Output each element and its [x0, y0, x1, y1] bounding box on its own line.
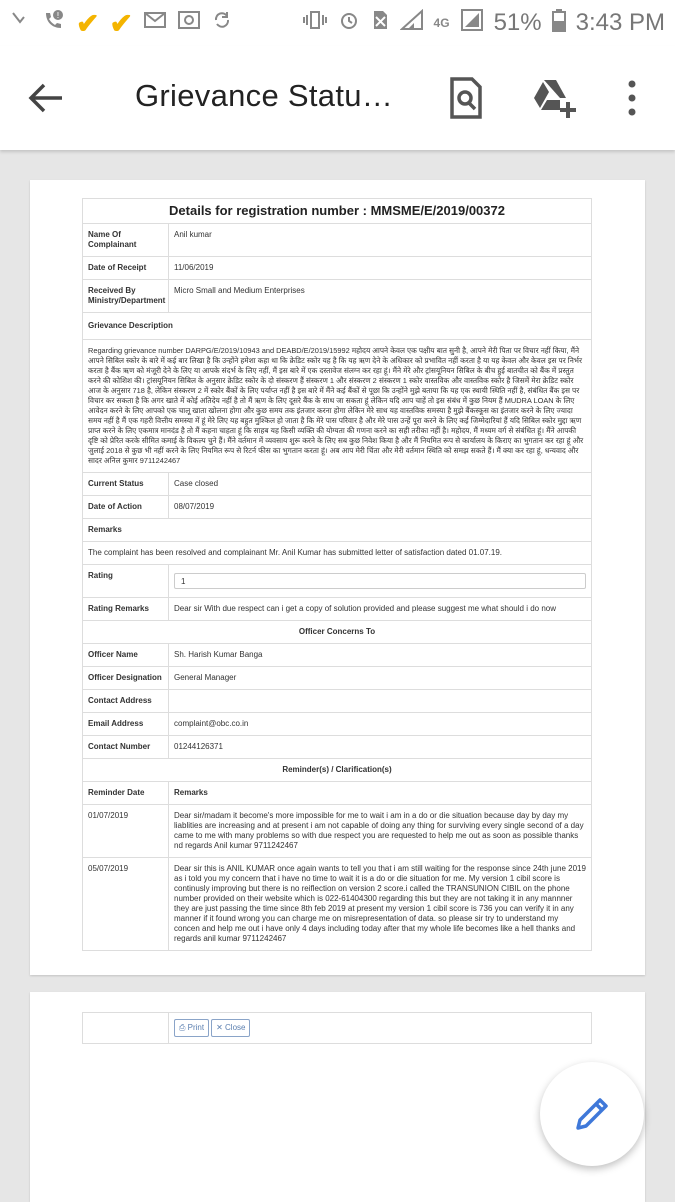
- edit-fab-button[interactable]: [540, 1062, 644, 1166]
- rating-cell: [169, 565, 592, 598]
- ministry-label: Received By Ministry/Department: [83, 280, 169, 313]
- receipt-value: 11/06/2019: [169, 257, 592, 280]
- page-title: Grievance Statu…: [135, 78, 394, 113]
- action-date-value: 08/07/2019: [169, 496, 592, 519]
- email-value: complaint@obc.co.in: [169, 713, 592, 736]
- rating-label: Rating: [83, 565, 169, 598]
- no-sim-icon: [370, 9, 390, 37]
- edit-pencil-icon: [574, 1096, 610, 1132]
- reminder-text: Dear sir this is ANIL KUMAR once again wants to tell you that i am still waiting for the response since 24th june 2019 as i told you my concern that i have no time to wait it is a do or die situation for me. My version 1 cibil score is continusly improving but there is no reiflection on version 2 score.i called the TRANSUNION CIBIL on the phone number provided on their website which is 022-61404300 regarding this but they are not taking it in any mannner they are just passing the time since 8th feb 2019 at present my version 1 cibil score is 736 you can verify it in any manner if it found wrong you can charge me on misrepresentation of data. so please sir try to understand my concen and help me out i have only 4 days including today after that my whole life becomes like a hell thanks and regards anil kumar 9711242467: [169, 858, 592, 951]
- check-icon: ✔: [109, 7, 133, 39]
- reminder-text: Dear sir/madam it become's more impossible for me to wait i am in a do or die situation because day by day my liablities are increasing and at present i am not capable of doing any thing for surviving every single second of a day came to me with many problems so with due respect you are requested to help me out as soon as possible thanks nd regards Anil kumar 9711242467: [169, 805, 592, 858]
- battery-percent: 51%: [493, 9, 542, 36]
- officer-section-heading: Officer Concerns To: [83, 621, 592, 644]
- find-in-page-icon[interactable]: [446, 76, 486, 120]
- description-label: Grievance Description: [83, 313, 592, 340]
- battery-icon: [552, 8, 566, 38]
- contact-address-value: [169, 690, 592, 713]
- vibrate-icon: [302, 9, 328, 37]
- close-button[interactable]: [211, 1019, 250, 1037]
- status-value: Case closed: [169, 473, 592, 496]
- remarks-label: Remarks: [83, 519, 592, 542]
- officer-name-value: Sh. Harish Kumar Banga: [169, 644, 592, 667]
- complainant-value: Anil kumar: [169, 224, 592, 257]
- grievance-description: Regarding grievance number DARPG/E/2019/10943 and DEABD/E/2019/15992 महोदय आपने केवल एक पक्षीय बात सुनी है, आपने मेरी पिता पर विचार नहीं किया, मैंने आपने सिबिल स्कोर के बारे में कई बार लिखा है कि उन्होंने हमेशा कहा था कि क्रेडिट स्कोर यह है कि यह ऋण देने के अधिकार को प्रभावित नहीं करता है या यह केवल और केवल इस पर निर्भर करता है बैंक ऋण को मंजूरी देने के लिए या आपके संदर्भ के लिए नहीं, मैं इस बारे में एक दस्तावेज संलग्न कर रहा हूं। मैंने मेरे और ट्रांसयूनियन सिबिल के बीच हुई बातचीत को बैंक में प्रस्तुत करने की कोशिश की। ट्रांसयूनियन सिबिल के अनुसार क्रेडिट स्कोर के दो संस्करण हैं संस्करण 1 और संस्करण 2 संस्करण 1 स्कोर वास्तविक और वास्तविक स्कोर है जिसमें मेरा क्रेडिट स्कोर आज के अनुसार 718 है, लेकिन संस्करण 2 में स्कोर बैंकों के लिए पर्याप्त नहीं है इस बारे में मैंने कई बैंकों से पूछा कि उन्होंने मुझे बताया कि यह एक स्थायी स्थिति नहीं है, संबंधित बैंक इस पर विचार कर सकता है कि अगर खाते में कोई अतिदेय नहीं है तो मैं ऋण के लिए दूसरे बैंक के साथ जा सकता हूं लेकिन यदि आप चाहें तो इस संबंध में कुछ नियम हैं MUDRA LOAN के लिए आवेदन करने के लिए आपको एक चालू खाता खोलना होगा और कुछ समय तक इंतजार करना होगा लेकिन मेरे साथ यह वास्तविक समस्या है मुझे बैंकस्कूस का इंतजार करने के लिए ज्यादा समय नहीं है मैं एक गहरी वित्तीय समस्या में हूं मेरे लिए यह बहुत मुश्किल हो जाता है कि मेरे पास परिवार है और मेरे पास उन्हें पूरा करने के लिए कई जिम्मेदारियां हैं यदि सिबिल स्कोर मुद्दा ऋण प्राप्त करने के लिए एकमात्र मानदंड है तो मैं कहना चाहता हूं कि साहब यह किसी व्यक्ति की योग्यता की गणना करने का सही तरीका नहीं है। महोदय, मैं मध्यम वर्ग से संबंधित हूं। मैंने आपकी दृष्टि को प्रेरित करके सीमित कमाई के विकल्प चुने हैं। मैंने वर्तमान में व्यवसाय शुरू करने के लिए सब कुछ निवेश किया है और मैं नियमित रूप से कार्यालय के किराए का भुगतान कर रहा हूं और जुलाई 2018 से कुछ भी नहीं करने के लिए नियमित रूप से रिटर्न फीस का भुगतान करता हूं। अब आप मेरी चिंता और मेरी वर्तमान स्थिति को समझ सकते हैं। मैं क्या कर रहा हूं, धन्यवाद और सादर अनिल कुमार 9711242467: [83, 340, 592, 473]
- actions-cell: [169, 1013, 592, 1044]
- officer-designation-value: General Manager: [169, 667, 592, 690]
- print-icon: ⎙: [179, 1023, 186, 1032]
- back-arrow-icon[interactable]: [24, 76, 68, 120]
- details-table: [82, 198, 592, 951]
- mail-icon: [143, 10, 167, 36]
- close-label: Close: [225, 1023, 246, 1032]
- rating-remarks-label: Rating Remarks: [83, 598, 169, 621]
- ministry-value: Micro Small and Medium Enterprises: [169, 280, 592, 313]
- contact-number-label: Contact Number: [83, 736, 169, 759]
- contact-address-label: Contact Address: [83, 690, 169, 713]
- details-heading: Details for registration number : MMSME/E/2019/00372: [83, 199, 592, 224]
- action-date-label: Date of Action: [83, 496, 169, 519]
- remarks-value: The complaint has been resolved and complainant Mr. Anil Kumar has submitted letter of satisfaction dated 01.07.19.: [83, 542, 592, 565]
- close-icon: ✕: [216, 1023, 223, 1032]
- check-icon: ✔: [76, 7, 100, 39]
- drive-add-icon[interactable]: [530, 76, 578, 120]
- status-bar: [0, 0, 675, 46]
- email-at-icon: [177, 9, 201, 37]
- reminder-row: [83, 805, 592, 858]
- missed-call-icon: [10, 9, 32, 37]
- print-label: Print: [187, 1023, 205, 1032]
- rating-remarks-value: Dear sir With due respect can i get a copy of solution provided and please suggest me what should i do now: [169, 598, 592, 621]
- alarm-icon: [338, 9, 360, 37]
- reminder-date-header: Reminder Date: [83, 782, 169, 805]
- document-page: [30, 180, 645, 975]
- network-4g-icon: 4G: [433, 16, 450, 30]
- empty-cell: [83, 1013, 169, 1044]
- reminder-remarks-header: Remarks: [169, 782, 592, 805]
- officer-designation-label: Officer Designation: [83, 667, 169, 690]
- officer-name-label: Officer Name: [83, 644, 169, 667]
- complainant-label: Name Of Complainant: [83, 224, 169, 257]
- reminder-date: 01/07/2019: [83, 805, 169, 858]
- sync-icon: [211, 9, 233, 37]
- reminder-row: [83, 858, 592, 951]
- signal-strength-icon: [460, 8, 484, 38]
- call-alert-icon: [42, 8, 66, 38]
- svg-text:!: !: [56, 11, 60, 20]
- print-button[interactable]: [174, 1019, 209, 1037]
- contact-number-value: 01244126371: [169, 736, 592, 759]
- email-label: Email Address: [83, 713, 169, 736]
- more-vert-icon[interactable]: [620, 76, 644, 120]
- receipt-label: Date of Receipt: [83, 257, 169, 280]
- app-bar: [0, 46, 675, 150]
- reminder-section-heading: Reminder(s) / Clarification(s): [83, 759, 592, 782]
- actions-table: [82, 1012, 592, 1044]
- rating-field[interactable]: 1: [174, 573, 586, 589]
- reminder-date: 05/07/2019: [83, 858, 169, 951]
- status-label: Current Status: [83, 473, 169, 496]
- signal-icon: [400, 9, 424, 37]
- clock: 3:43 PM: [575, 9, 665, 36]
